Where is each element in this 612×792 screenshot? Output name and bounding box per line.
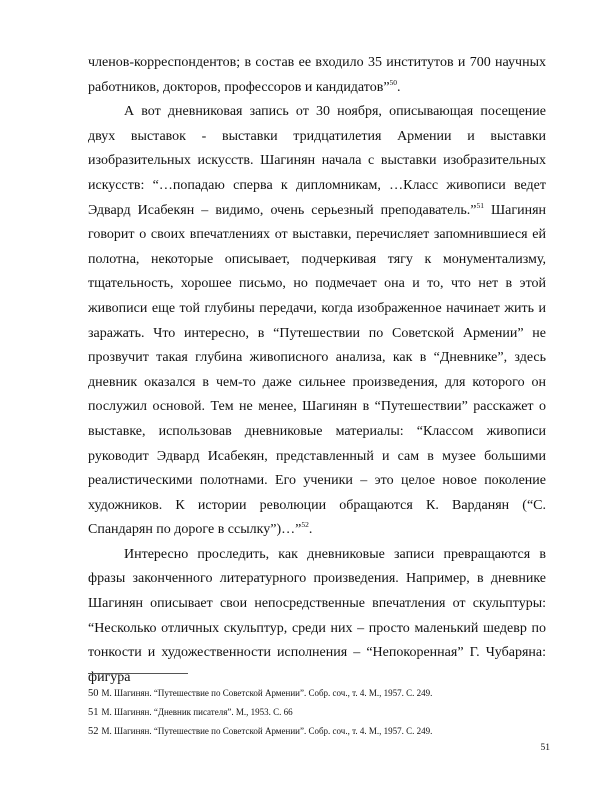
footnote-text: М. Шагинян. “Дневник писателя”. М., 1953. С. 66 — [101, 707, 293, 717]
footnote-text: М. Шагинян. “Путешествие по Советской Армении”. Собр. соч., т. 4. М., 1957. С. 249. — [101, 726, 433, 736]
footnote-number: 52 — [88, 726, 99, 737]
footnote — [88, 684, 546, 703]
paragraph-3-text: Интересно проследить, как дневниковые записи превращаются в фразы законченного литературного произведения. Например, в дневнике Шагинян описывает свои непосредственные впечатления от скульптуры: “Несколько отличных скульптур, среди них – просто маленький шедевр по тонкости и художественности исполнения – “Непокоренная” Г. Чубаряна: фигура — [88, 546, 546, 685]
footnote-text: М. Шагинян. “Путешествие по Советской Армении”. Собр. соч., т. 4. М., 1957. С. 249. — [101, 688, 433, 698]
footnotes — [88, 684, 546, 741]
paragraph-2-text-b: Шагинян говорит о своих впечатлениях от выставки, перечисляет запомнившиеся ей полотна, некоторые описывает, подчеркивая тягу к монументализму, тщательность, хорошее письмо, но подмечает она и то, что нет в этой живописи еще той глубины передачи, когда изображенное начинает жить и заражать. Что интересно, в “Путешествии по Советской Армении” не прозвучит такая глубина живописного анализа, как в “Дневнике”, здесь дневник оказался в чем-то даже сильнее произведения, для которого он послужил основой. Тем не менее, Шагинян в “Путешествии” расскажет о выставке, использовав дневниковые материалы: “Классом живописи руководит Эдвард Исабекян, представленный и сам в музее большими реалистическими полотнами. Его ученики – это целое новое поколение художников. К истории революции обращаются К. Варданян (“С. Спандарян по дороге в ссылку”)…” — [88, 202, 546, 538]
paragraph-3 — [88, 543, 546, 691]
footnote-number: 50 — [88, 688, 99, 699]
page-number: 51 — [540, 743, 550, 753]
footnote-number: 51 — [88, 707, 99, 718]
main-text — [88, 51, 546, 690]
footnote — [88, 703, 546, 722]
footnote-ref-50[interactable]: 50 — [389, 77, 398, 87]
paragraph-2-end: . — [308, 522, 313, 538]
paragraph-2 — [88, 100, 546, 543]
footnote-ref-52[interactable]: 52 — [301, 520, 309, 530]
footnote — [88, 722, 546, 741]
paragraph-1-text: членов-корреспондентов; в состав ее входило 35 институтов и 700 научных работников, докторов, профессоров и кандидатов” — [88, 55, 546, 95]
footnote-divider — [88, 673, 188, 674]
paragraph-1-end: . — [397, 79, 401, 95]
footnote-ref-51[interactable]: 51 — [476, 200, 484, 210]
paragraph-1 — [88, 51, 546, 100]
paragraph-2-text-a: А вот дневниковая запись от 30 ноября, описывающая посещение двух выставок - выставки тридцатилетия Армении и выставки изобразительных искусств. Шагинян начала с выставки изобразительных искусств: “…попадаю сперва к дипломникам, …Класс живописи ведет Эдвард Исабекян – видимо, очень серьезный преподаватель.” — [88, 104, 546, 218]
